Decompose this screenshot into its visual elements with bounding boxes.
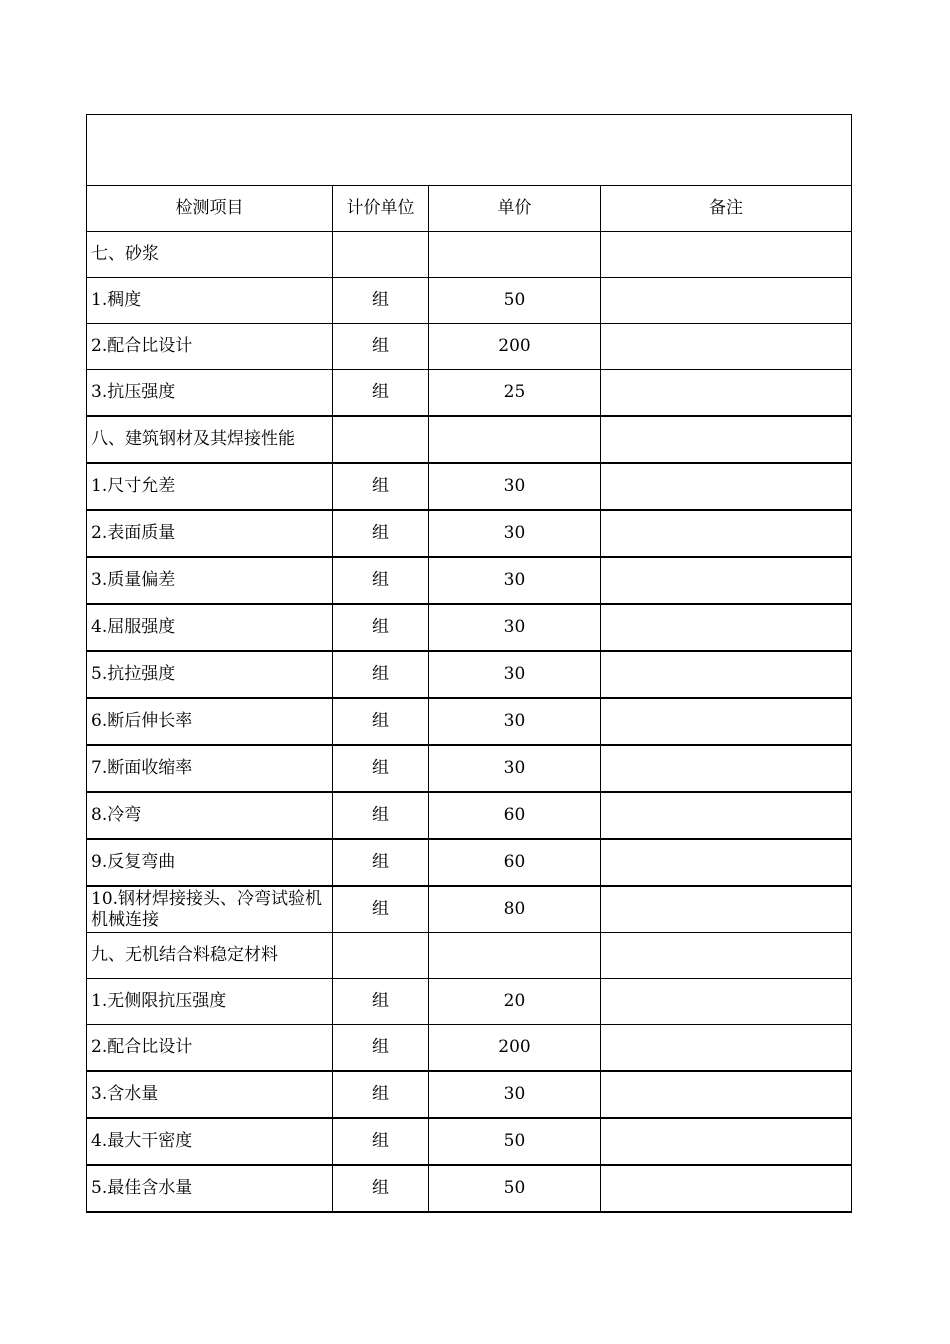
cell-remark (601, 745, 852, 792)
cell-unit: 组 (333, 1165, 429, 1212)
cell-remark (601, 1071, 852, 1118)
cell-item: 10.钢材焊接接头、冷弯试验机机械连接 (87, 886, 333, 933)
cell-price: 50 (429, 278, 601, 324)
cell-remark (601, 1118, 852, 1165)
cell-remark (601, 1025, 852, 1072)
cell-unit: 组 (333, 557, 429, 604)
table-row (87, 1071, 852, 1118)
cell-remark (601, 933, 852, 979)
cell-item: 2.配合比设计 (87, 1025, 333, 1072)
cell-item: 1.无侧限抗压强度 (87, 979, 333, 1025)
cell-price (429, 416, 601, 463)
cell-price: 60 (429, 839, 601, 886)
cell-price (429, 232, 601, 278)
cell-unit: 组 (333, 792, 429, 839)
cell-price: 30 (429, 557, 601, 604)
table-row (87, 792, 852, 839)
cell-remark (601, 463, 852, 510)
cell-remark (601, 886, 852, 933)
cell-item: 2.表面质量 (87, 510, 333, 557)
cell-item: 5.抗拉强度 (87, 651, 333, 698)
cell-item: 七、砂浆 (87, 232, 333, 278)
cell-item: 9.反复弯曲 (87, 839, 333, 886)
cell-unit: 组 (333, 886, 429, 933)
cell-item: 7.断面收缩率 (87, 745, 333, 792)
cell-item: 2.配合比设计 (87, 324, 333, 370)
cell-price: 50 (429, 1165, 601, 1212)
cell-unit: 组 (333, 463, 429, 510)
cell-price: 50 (429, 1118, 601, 1165)
cell-price: 80 (429, 886, 601, 933)
cell-unit: 组 (333, 604, 429, 651)
cell-unit: 组 (333, 651, 429, 698)
table-row (87, 324, 852, 370)
cell-item: 3.质量偏差 (87, 557, 333, 604)
table-row (87, 278, 852, 324)
cell-unit (333, 933, 429, 979)
cell-item: 3.抗压强度 (87, 370, 333, 417)
header-price: 单价 (429, 186, 601, 232)
cell-item: 九、无机结合料稳定材料 (87, 933, 333, 979)
cell-price: 30 (429, 510, 601, 557)
cell-price: 20 (429, 979, 601, 1025)
cell-unit: 组 (333, 1025, 429, 1072)
cell-price: 30 (429, 745, 601, 792)
table-row (87, 604, 852, 651)
cell-item: 4.屈服强度 (87, 604, 333, 651)
cell-item: 6.断后伸长率 (87, 698, 333, 745)
cell-remark (601, 416, 852, 463)
table-row (87, 886, 852, 933)
table-row (87, 416, 852, 463)
cell-unit: 组 (333, 745, 429, 792)
cell-price: 30 (429, 698, 601, 745)
cell-price: 200 (429, 1025, 601, 1072)
table-title-row (87, 115, 852, 186)
table-row (87, 510, 852, 557)
table-row (87, 698, 852, 745)
cell-remark (601, 557, 852, 604)
table-title (87, 115, 852, 186)
cell-unit: 组 (333, 510, 429, 557)
cell-unit (333, 232, 429, 278)
cell-remark (601, 698, 852, 745)
table-row (87, 232, 852, 278)
cell-unit: 组 (333, 1118, 429, 1165)
cell-price: 60 (429, 792, 601, 839)
header-item: 检测项目 (87, 186, 333, 232)
table-row (87, 1165, 852, 1212)
cell-unit: 组 (333, 324, 429, 370)
cell-unit: 组 (333, 839, 429, 886)
table-row (87, 1118, 852, 1165)
price-table (86, 114, 852, 1213)
cell-price: 30 (429, 604, 601, 651)
cell-item: 5.最佳含水量 (87, 1165, 333, 1212)
table-row (87, 557, 852, 604)
table-row (87, 979, 852, 1025)
header-remark: 备注 (601, 186, 852, 232)
cell-item: 8.冷弯 (87, 792, 333, 839)
cell-unit: 组 (333, 979, 429, 1025)
cell-remark (601, 324, 852, 370)
cell-remark (601, 839, 852, 886)
cell-remark (601, 232, 852, 278)
cell-unit: 组 (333, 278, 429, 324)
cell-price: 25 (429, 370, 601, 417)
table-header-row (87, 186, 852, 232)
cell-unit: 组 (333, 698, 429, 745)
table-row (87, 839, 852, 886)
cell-remark (601, 1165, 852, 1212)
table-row (87, 463, 852, 510)
cell-price: 30 (429, 463, 601, 510)
cell-price: 30 (429, 1071, 601, 1118)
table-row (87, 745, 852, 792)
cell-price: 200 (429, 324, 601, 370)
cell-unit (333, 416, 429, 463)
table-row (87, 933, 852, 979)
cell-item: 3.含水量 (87, 1071, 333, 1118)
cell-remark (601, 510, 852, 557)
cell-item: 八、建筑钢材及其焊接性能 (87, 416, 333, 463)
cell-price: 30 (429, 651, 601, 698)
cell-item: 1.尺寸允差 (87, 463, 333, 510)
table-row (87, 651, 852, 698)
table-row (87, 370, 852, 417)
cell-remark (601, 792, 852, 839)
cell-remark (601, 979, 852, 1025)
cell-remark (601, 604, 852, 651)
table-row (87, 1025, 852, 1072)
cell-remark (601, 370, 852, 417)
header-unit: 计价单位 (333, 186, 429, 232)
cell-unit: 组 (333, 370, 429, 417)
cell-item: 4.最大干密度 (87, 1118, 333, 1165)
cell-unit: 组 (333, 1071, 429, 1118)
cell-price (429, 933, 601, 979)
cell-remark (601, 651, 852, 698)
cell-remark (601, 278, 852, 324)
cell-item: 1.稠度 (87, 278, 333, 324)
